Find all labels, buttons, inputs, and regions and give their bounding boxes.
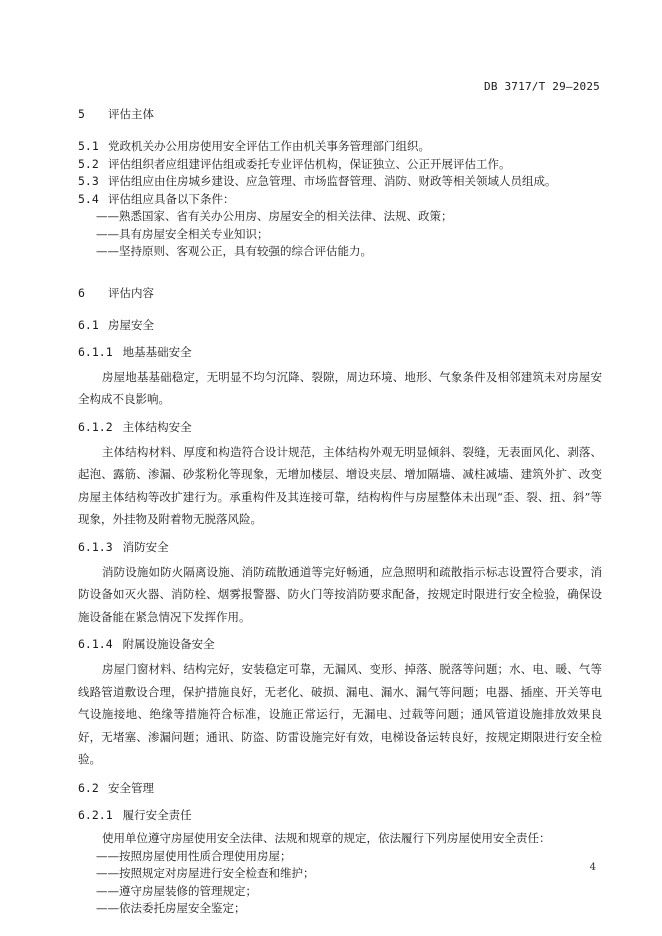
section-number: 6.2 (78, 780, 99, 795)
paragraph-6-1-4: 房屋门窗材料、结构完好，安装稳定可靠，无漏风、变形、掉落、脱落等问题；水、电、暖、气等线路管道敷设合理，保护措施良好，无老化、破损、漏电、漏水、漏气等问题；电器、插座、开关等电气设施接地、绝缘等措施符合标准，设施正常运行，无漏电、过载等问题；通风管道设施排放效果良好，无堵塞、渗漏问题；通讯、防盗、防雷设施完好有效，电梯设备运转良好，按规定期限进行安全检验。 (78, 662, 602, 766)
page-number: 4 (589, 862, 596, 873)
section-title: 房屋安全 (108, 317, 154, 332)
paragraph-6-1-3: 消防设施如防火隔离设施、消防疏散通道等完好畅通，应急照明和疏散指示标志设置符合要求，消防设备如灭火器、消防栓、烟雾报警器、防火门等按消防要求配备，按规定时限进行安全检验，确保设施设备能在紧急情况下发挥作用。 (78, 564, 602, 624)
section-title: 安全管理 (108, 780, 154, 795)
section-number: 5 (78, 107, 85, 121)
section-5-heading (78, 106, 602, 122)
section-6-1-3-heading (78, 539, 602, 555)
clause-number: 5.4 (78, 191, 99, 206)
clause-5-2 (78, 156, 602, 174)
section-title: 主体结构安全 (122, 419, 192, 434)
list-item: ——按照规定对房屋进行安全检查和维护； (96, 866, 315, 880)
section-6-2-heading (78, 780, 602, 796)
clause-number: 5.2 (78, 156, 99, 171)
list-item: ——依法委托房屋安全鉴定； (96, 901, 246, 915)
section-number: 6.1 (78, 317, 99, 332)
section-number: 6 (78, 285, 85, 300)
section-6-heading (78, 285, 602, 301)
list-item: ——熟悉国家、省有关办公用房、房屋安全的相关法律、法规、政策； (96, 209, 453, 223)
list-item: ——遵守房屋装修的管理规定； (96, 883, 257, 898)
section-6-1-4-heading (78, 636, 602, 652)
section-6-2-1-heading (78, 807, 602, 823)
clause-number: 5.3 (78, 174, 99, 188)
page-content (78, 106, 602, 918)
section-title: 履行安全责任 (122, 807, 192, 822)
paragraph-6-2-1: 使用单位遵守房屋使用安全法律、法规和规章的规定，依法履行下列房屋使用安全责任： (102, 830, 551, 845)
clause-text: 评估组应具备以下条件： (108, 191, 235, 206)
list-item: ——按照房屋使用性质合理使用房屋； (96, 848, 292, 863)
section-title: 评估主体 (108, 107, 154, 121)
clause-5-3 (78, 173, 602, 191)
clause-5-1 (78, 138, 602, 156)
section-number: 6.1.1 (78, 344, 113, 359)
paragraph-6-1-2: 主体结构材料、厚度和构造符合设计规范，主体结构外观无明显倾斜、裂缝，无表面风化、剥落、起泡、露筋、渗漏、砂浆粉化等现象，无增加楼层、增设夹层、增加隔墙、减柱减墙、建筑外扩、改变房屋主体结构等改扩建行为。承重构件及其连接可靠，结构构件与房屋整体未出现“歪、裂、扭、斜”等现象，外挂物及附着物无脱落风险。 (78, 444, 602, 526)
clause-5-4 (78, 191, 602, 209)
section-title: 附属设施设备安全 (122, 637, 215, 651)
section-6-1-heading (78, 317, 602, 333)
paragraph-6-1-1: 房屋地基基础稳定，无明显不均匀沉降、裂隙，周边环境、地形、气象条件及相邻建筑未对房屋安全构成不良影响。 (78, 369, 602, 406)
section-title: 评估内容 (108, 285, 154, 300)
section-title: 消防安全 (122, 539, 169, 554)
list-item: ——具有房屋安全相关专业知识； (96, 226, 269, 241)
section-6-1-1-heading (78, 344, 602, 360)
clause-text: 评估组织者应组建评估组或委托专业评估机构，保证独立、公正开展评估工作。 (108, 156, 511, 171)
clause-number: 5.1 (78, 139, 99, 153)
section-number: 6.1.3 (78, 539, 113, 554)
section-title: 地基基础安全 (122, 344, 192, 359)
section-6-1-2-heading (78, 419, 602, 435)
list-item: ——坚持原则、客观公正，具有较强的综合评估能力。 (96, 244, 372, 258)
clause-text: 党政机关办公用房使用安全评估工作由机关事务管理部门组织。 (108, 139, 430, 153)
standard-number: DB 3717/T 29—2025 (484, 80, 600, 93)
section-number: 6.1.2 (78, 419, 113, 434)
clause-text: 评估组应由住房城乡建设、应急管理、市场监督管理、消防、财政等相关领域人员组成。 (108, 174, 557, 188)
section-number: 6.2.1 (78, 807, 113, 822)
section-number: 6.1.4 (78, 637, 113, 651)
